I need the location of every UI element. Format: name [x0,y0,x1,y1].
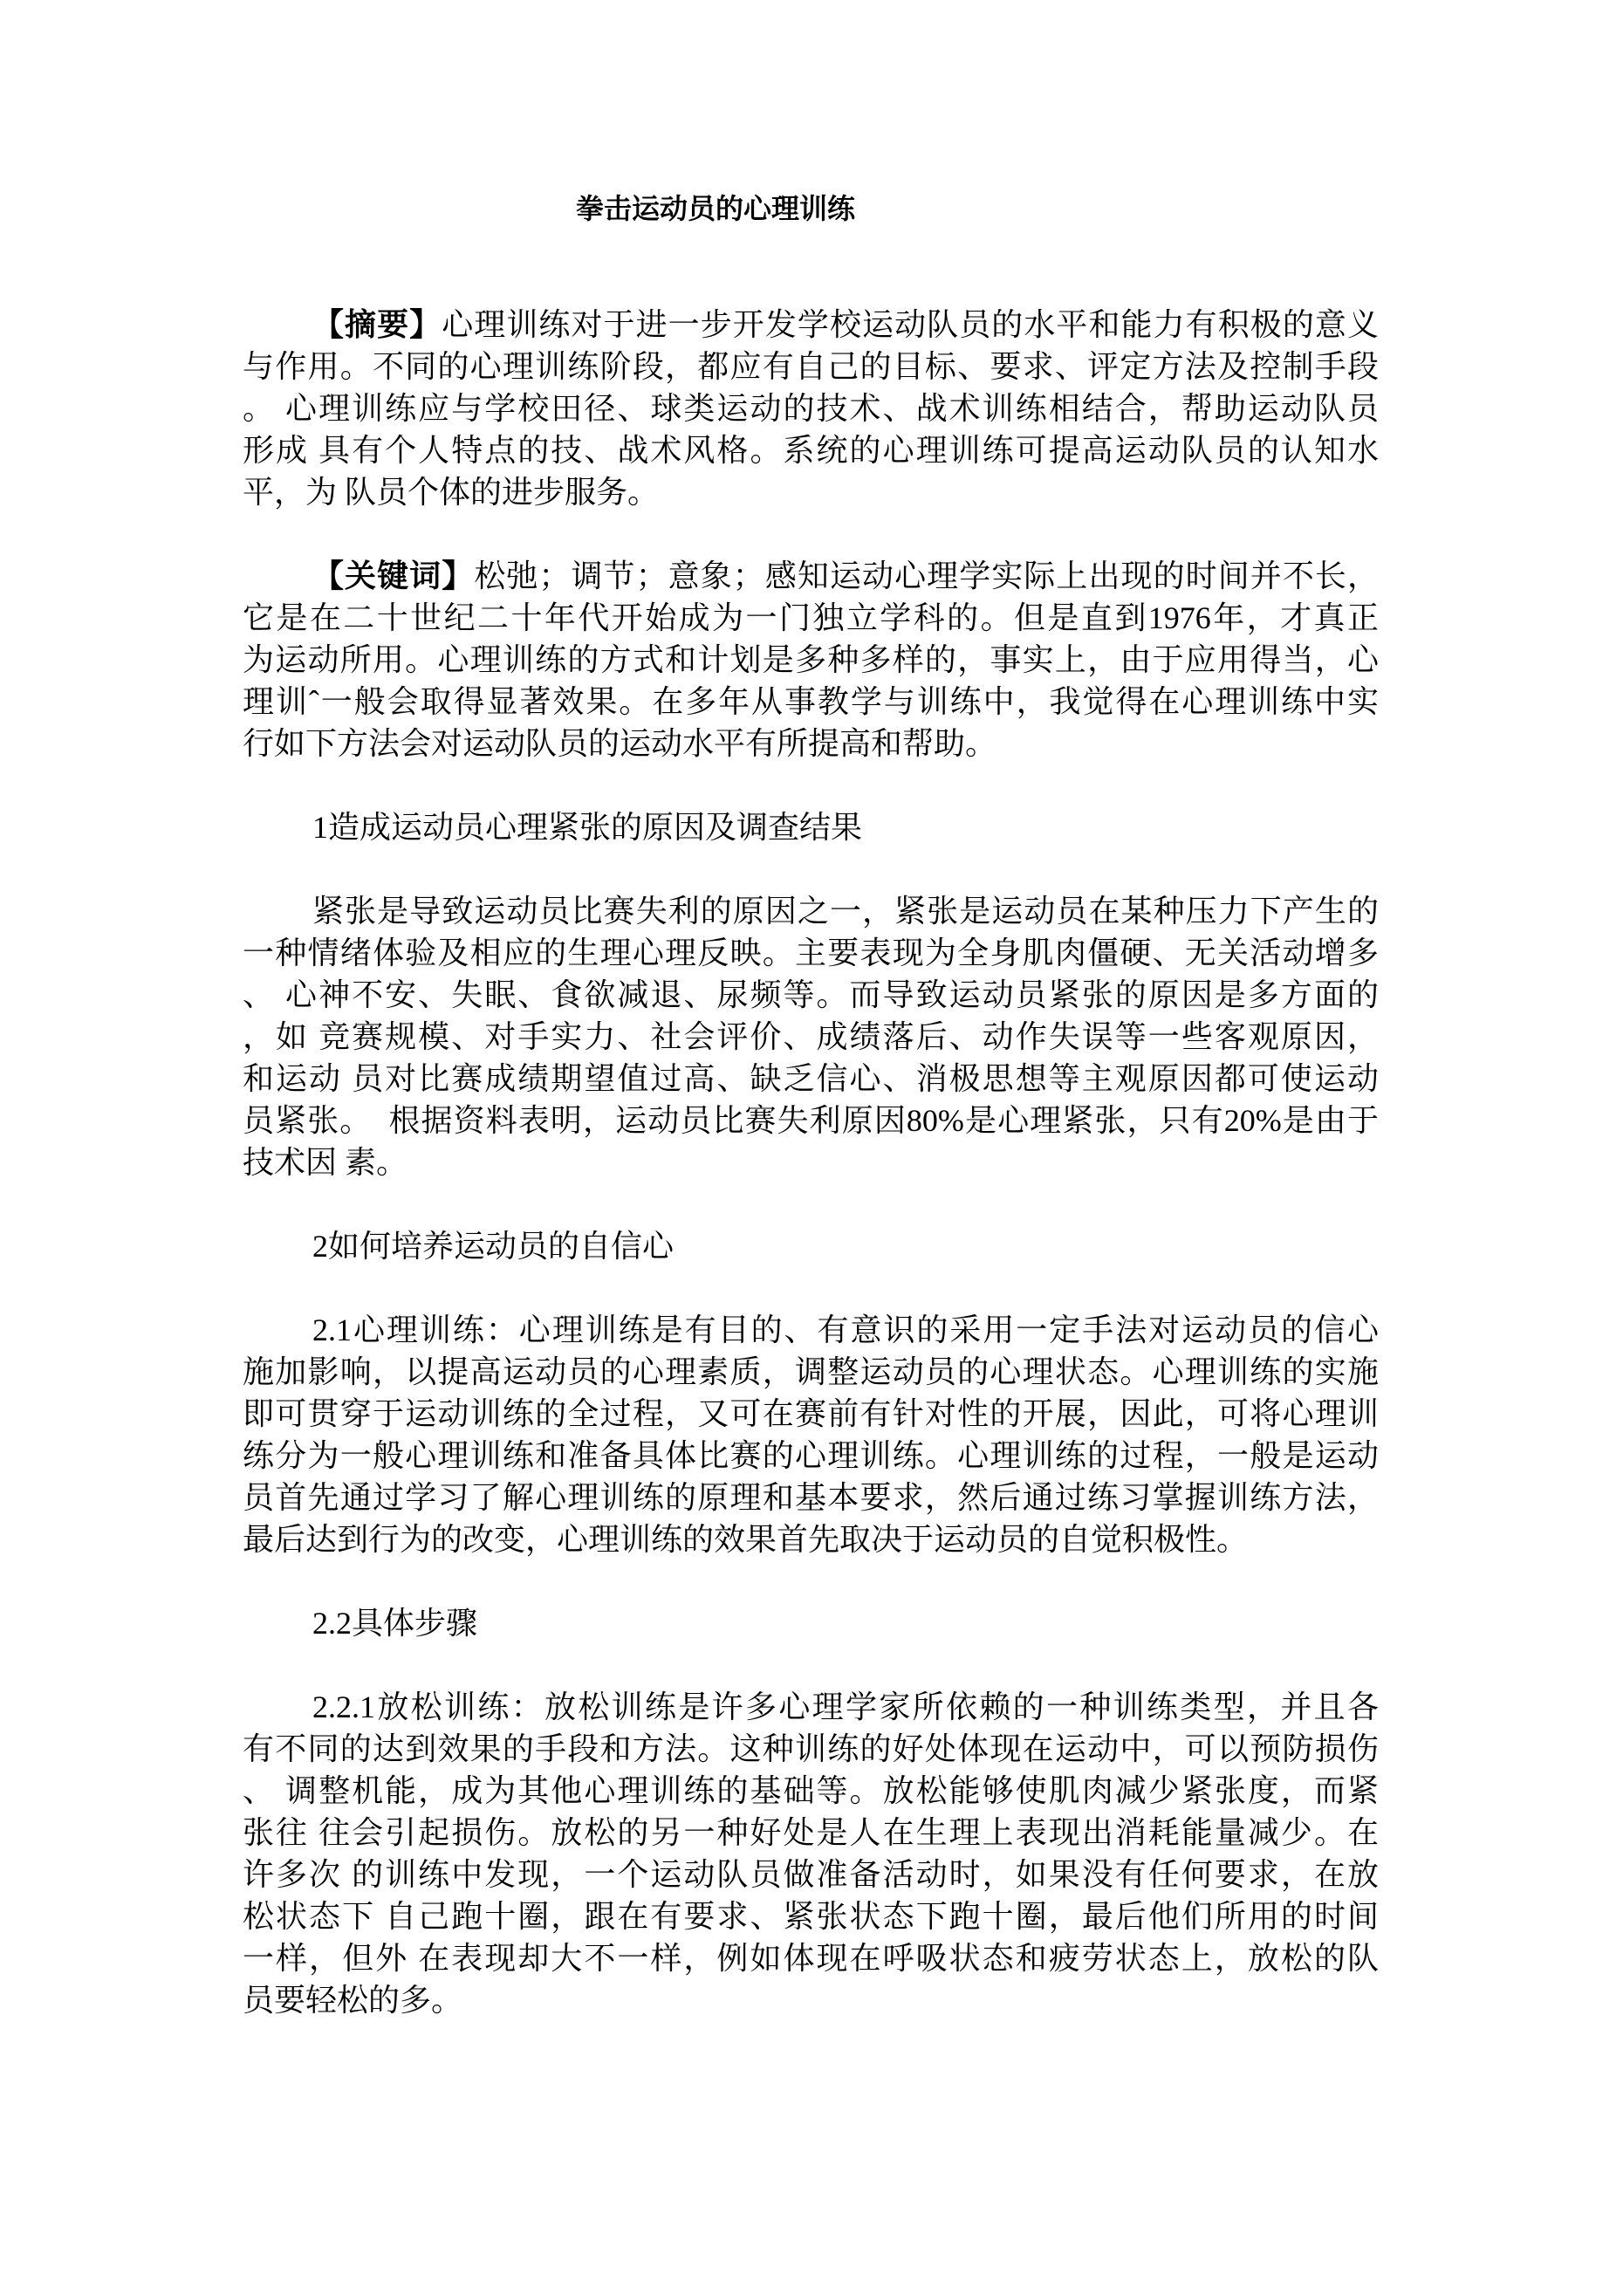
text-line: 2.2具体步骤 [312,1606,478,1641]
text-line: 张往 往会引起损伤。放松的另一种好处是人在生理上表现出消耗能量减少。在 [243,1815,1379,1850]
text-line: 2如何培养运动员的自信心 [312,1229,675,1264]
text-line: 员首先通过学习了解心理训练的原理和基本要求，然后通过练习掌握训练方法， [243,1480,1379,1515]
text-line: 紧张是导致运动员比赛失利的原因之一，紧张是运动员在某种压力下产生的 [312,894,1379,929]
text-line: 。 心理训练应与学校田径、球类运动的技术、战术训练相结合，帮助运动队员 [243,391,1379,426]
text-line: 和运动 员对比赛成绩期望值过高、缺乏信心、消极思想等主观原因都可使运动 [243,1061,1379,1096]
text-line: 、 调整机能，成为其他心理训练的基础等。放松能够使肌肉减少紧张度，而紧 [243,1773,1379,1808]
paragraph [243,890,1379,1183]
section-heading [243,806,1379,848]
text-line: 一种情绪体验及相应的生理心理反映。主要表现为全身肌肉僵硬、无关活动增多 [243,936,1379,970]
text-line: 员紧张。 根据资料表明，运动员比赛失利原因80%是心理紧张，只有20%是由于 [243,1103,1379,1138]
text-line: 与作用。不同的心理训练阶段，都应有自己的目标、要求、评定方法及控制手段 [243,349,1379,384]
text-line: 2.1心理训练：心理训练是有目的、有意识的采用一定手法对运动员的信心 [312,1312,1379,1347]
paragraph-label: 【关键词】 [312,559,475,593]
text-line: ，如 竞赛规模、对手实力、社会评价、成绩落后、动作失误等一些客观原因， [243,1019,1379,1054]
text-line: 它是在二十世纪二十年代开始成为一门独立学科的。但是直到1976年，才真正 [243,600,1379,635]
text-line: 许多次 的训练中发现，一个运动队员做准备活动时，如果没有任何要求，在放 [243,1857,1379,1892]
text-line: 技术因 素。 [243,1145,408,1180]
section-heading [243,1225,1379,1267]
text-line: 为运动所用。心理训练的方式和计划是多种多样的，事实上，由于应用得当，心 [243,642,1379,677]
text-line: 2.2.1放松训练：放松训练是许多心理学家所依赖的一种训练类型，并且各 [312,1689,1379,1724]
text-line: 【关键词】松弛；调节；意象；感知运动心理学实际上出现的时间并不长， [312,559,1379,593]
text-line: 练分为一般心理训练和准备具体比赛的心理训练。心理训练的过程，一般是运动 [243,1438,1379,1473]
text-line: 、 心神不安、失眠、食欲减退、尿频等。而导致运动员紧张的原因是多方面的 [243,977,1379,1012]
paragraph [243,555,1379,764]
paragraph-label: 【摘要】 [312,307,442,342]
text-line: 松状态下 自己跑十圈，跟在有要求、紧张状态下跑十圈，最后他们所用的时间 [243,1899,1379,1934]
text-line: 员要轻松的多。 [243,1983,463,2018]
text-line: 【摘要】心理训练对于进一步开发学校运动队员的水平和能力有积极的意义 [312,307,1379,342]
text-line: 行如下方法会对运动队员的运动水平有所提高和帮助。 [243,726,997,761]
text-line: 即可贯穿于运动训练的全过程，又可在赛前有针对性的开展，因此，可将心理训 [243,1396,1379,1431]
document-body [243,304,1379,2021]
section-heading [243,1602,1379,1644]
text-line: 一样，但外 在表现却大不一样，例如体现在呼吸状态和疲劳状态上，放松的队 [243,1941,1379,1976]
text-line: 理训ˆ一般会取得显著效果。在多年从事教学与训练中，我觉得在心理训练中实 [243,684,1379,719]
text-line: 1造成运动员心理紧张的原因及调查结果 [312,810,863,845]
paragraph [243,304,1379,513]
text-line: 最后达到行为的改变，心理训练的效果首先取决于运动员的自觉积极性。 [243,1522,1249,1557]
paragraph [243,1686,1379,2021]
text-line: 形成 具有个人特点的技、战术风格。系统的心理训练可提高运动队员的认知水 [243,433,1379,468]
text-line: 有不同的达到效果的手段和方法。这种训练的好处体现在运动中，可以预防损伤 [243,1731,1379,1766]
paragraph [243,1309,1379,1560]
document-title: 拳击运动员的心理训练 [575,193,855,224]
text-line: 施加影响，以提高运动员的心理素质，调整运动员的心理状态。心理训练的实施 [243,1354,1379,1389]
text-line: 平，为 队员个体的进步服务。 [243,475,660,510]
